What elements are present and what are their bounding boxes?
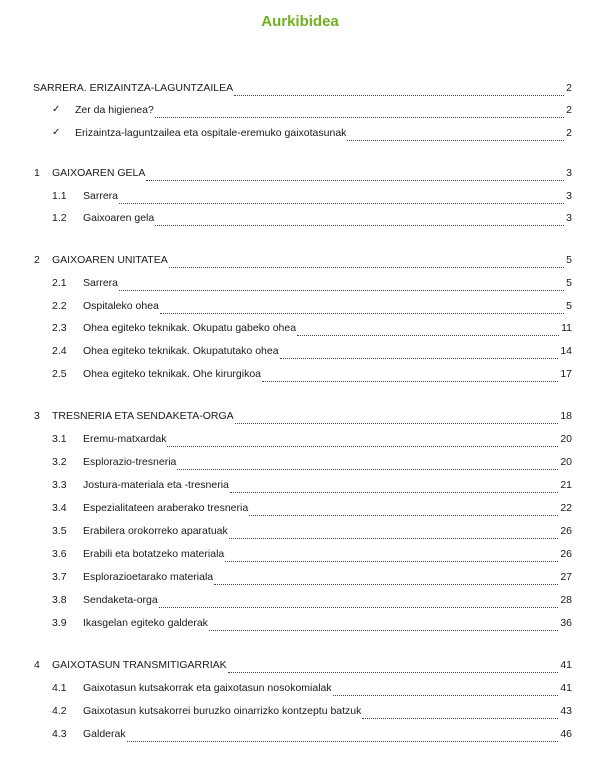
toc-entry-label[interactable]: TRESNERIA ETA SENDAKETA-ORGA (52, 410, 234, 422)
toc-page-number[interactable]: 11 (561, 322, 572, 334)
toc-entry-body (83, 210, 572, 226)
dot-leader (127, 730, 559, 742)
toc-entry-body (52, 408, 572, 424)
toc-entry-body (75, 102, 572, 118)
toc-page-number[interactable]: 26 (560, 525, 572, 537)
toc-entry-body (52, 252, 572, 268)
toc-entry-body (83, 615, 572, 631)
dot-leader (230, 481, 558, 493)
toc-section-entry[interactable] (0, 726, 600, 742)
toc-entry-body (83, 275, 572, 291)
toc-page-number[interactable]: 3 (566, 190, 572, 202)
toc-entry-number: 4.2 (52, 705, 67, 717)
dot-leader (155, 214, 564, 226)
toc-entry-body (83, 188, 572, 204)
toc-page-number[interactable]: 18 (560, 410, 572, 422)
dot-leader (160, 302, 564, 314)
toc-entry-label[interactable]: Erabili eta botatzeko materiala (83, 548, 225, 560)
toc-entry-number: 2.4 (52, 345, 67, 357)
toc-entry-number: 3 (34, 410, 40, 422)
toc-entry-number: 4.1 (52, 682, 67, 694)
dot-leader (297, 324, 559, 336)
toc-entry-number: 3.9 (52, 617, 67, 629)
toc-entry-number: 2.3 (52, 322, 67, 334)
toc-entry-body (83, 569, 572, 585)
toc-entry-number: 2.1 (52, 277, 67, 289)
dot-leader (146, 169, 564, 181)
toc-chapter-entry[interactable] (0, 252, 600, 268)
toc-entry-label[interactable]: Espezialitateen araberako tresneria (83, 502, 249, 514)
toc-entry-body (33, 80, 572, 96)
toc-section-entry[interactable] (0, 210, 600, 226)
dot-leader (234, 84, 564, 96)
toc-page-number[interactable]: 41 (560, 682, 572, 694)
toc-entry-body (83, 298, 572, 314)
toc-section-entry[interactable] (0, 188, 600, 204)
toc-entry-number: 3.8 (52, 594, 67, 606)
toc-section-entry[interactable] (0, 592, 600, 608)
toc-entry-body (83, 592, 572, 608)
toc-page-number[interactable]: 27 (560, 571, 572, 583)
dot-leader (214, 573, 558, 585)
toc-chapter-entry[interactable] (0, 657, 600, 673)
toc-entry-number: 4 (34, 659, 40, 671)
toc-section-entry[interactable] (0, 298, 600, 314)
toc-entry-label[interactable]: Sarrera (83, 190, 119, 202)
toc-entry-number: 2 (34, 254, 40, 266)
toc-entry-label[interactable]: GAIXOAREN UNITATEA (52, 254, 168, 266)
toc-section-entry[interactable] (0, 500, 600, 516)
toc-entry-label[interactable]: Sendaketa-orga (83, 594, 158, 606)
toc-section-entry[interactable] (0, 615, 600, 631)
toc-entry-label[interactable]: GAIXOTASUN TRANSMITIGARRIAK (52, 659, 227, 671)
toc-entry-number: 2.5 (52, 368, 67, 380)
toc-page-number[interactable]: 3 (566, 167, 572, 179)
toc-section-entry[interactable] (0, 343, 600, 359)
toc-entry-number: 3.3 (52, 479, 67, 491)
toc-entry-body (83, 477, 572, 493)
toc-entry-body (83, 454, 572, 470)
toc-entry-label[interactable]: Sarrera (83, 277, 119, 289)
toc-page-number[interactable]: 2 (566, 127, 572, 139)
toc-section-entry[interactable] (0, 275, 600, 291)
dot-leader (249, 504, 558, 516)
toc-entry-body (83, 366, 572, 382)
toc-entry-label[interactable]: Ohea egiteko teknikak. Okupatutako ohea (83, 345, 279, 357)
toc-entry-body (83, 343, 572, 359)
dot-leader (155, 106, 564, 118)
toc-entry-label[interactable]: SARRERA. ERIZAINTZA-LAGUNTZAILEA (33, 82, 234, 94)
toc-entry-number: 3.1 (52, 433, 67, 445)
toc-entry-label[interactable]: Ikasgelan egiteko galderak (83, 617, 208, 629)
toc-entry-label[interactable]: Ohea egiteko teknikak. Ohe kirurgikoa (83, 368, 262, 380)
toc-entry-label[interactable]: Esplorazioetarako materiala (83, 571, 214, 583)
dot-leader (225, 550, 558, 562)
toc-section-entry[interactable] (0, 546, 600, 562)
toc-entry-body (83, 680, 572, 696)
dot-leader (228, 661, 559, 673)
toc-entry-number: 3.5 (52, 525, 67, 537)
toc-entry-label[interactable]: Gaixoaren gela (83, 212, 155, 224)
toc-section-entry[interactable] (0, 523, 600, 539)
toc-page-number[interactable]: 46 (560, 728, 572, 740)
toc-page-number[interactable]: 22 (560, 502, 572, 514)
toc-section-entry[interactable] (0, 454, 600, 470)
toc-entry-body (83, 546, 572, 562)
toc-entry-body (75, 125, 572, 141)
toc-section-entry[interactable] (0, 431, 600, 447)
checkmark-icon: ✓ (52, 127, 61, 138)
toc-page-number[interactable]: 28 (560, 594, 572, 606)
toc-entry-number: 3.6 (52, 548, 67, 560)
toc-entry-number: 2.2 (52, 300, 67, 312)
toc-entry-number: 4.3 (52, 728, 67, 740)
toc-section-entry[interactable] (0, 569, 600, 585)
toc-entry-body (83, 726, 572, 742)
toc-entry-body (83, 703, 572, 719)
toc-entry-label[interactable]: Erizaintza-laguntzailea eta ospitale-eremuko gaixotasunak (75, 127, 347, 139)
toc-entry-body (83, 523, 572, 539)
toc-section-entry[interactable] (0, 320, 600, 336)
toc-page-number[interactable]: 41 (560, 659, 572, 671)
toc-page-number[interactable]: 20 (560, 433, 572, 445)
toc-entry-label[interactable]: Jostura-materiala eta -tresneria (83, 479, 229, 491)
toc-page-number[interactable]: 3 (566, 212, 572, 224)
toc-section-entry[interactable] (0, 703, 600, 719)
toc-chapter-entry[interactable] (0, 408, 600, 424)
toc-section-entry[interactable] (0, 477, 600, 493)
toc-entry-body (83, 500, 572, 516)
dot-leader (169, 256, 564, 268)
toc-entry-body (52, 165, 572, 181)
toc-page-number[interactable]: 21 (560, 479, 572, 491)
dot-leader (347, 129, 564, 141)
toc-entry-body (83, 320, 572, 336)
toc-page-number[interactable]: 20 (560, 456, 572, 468)
toc-page-number[interactable]: 14 (560, 345, 572, 357)
toc-page-number[interactable]: 17 (560, 368, 572, 380)
toc-entry-number: 3.7 (52, 571, 67, 583)
toc-entry[interactable] (0, 125, 600, 141)
dot-leader (333, 684, 559, 696)
toc-entry-label[interactable]: Zer da higienea? (75, 104, 154, 116)
toc-section-entry[interactable] (0, 366, 600, 382)
toc-page-number[interactable]: 5 (566, 300, 572, 312)
dot-leader (167, 435, 558, 447)
toc-entry-number: 1 (34, 167, 40, 179)
toc-entry-label[interactable]: Erabilera orokorreko aparatuak (83, 525, 228, 537)
toc-entry-label[interactable]: Esplorazio-tresneria (83, 456, 177, 468)
toc-entry-body (83, 431, 572, 447)
toc-entry-label[interactable]: Gaixotasun kutsakorrei buruzko oinarrizko kontzeptu batzuk (83, 705, 362, 717)
toc-entry-number: 3.2 (52, 456, 67, 468)
checkmark-icon: ✓ (52, 104, 61, 115)
dot-leader (119, 192, 564, 204)
dot-leader (280, 347, 559, 359)
toc-entry[interactable] (0, 80, 600, 96)
toc-section-entry[interactable] (0, 680, 600, 696)
dot-leader (229, 527, 559, 539)
toc-page-number[interactable]: 2 (566, 104, 572, 116)
toc-entry[interactable] (0, 102, 600, 118)
toc-page-number[interactable]: 26 (560, 548, 572, 560)
page-title: Aurkibidea (261, 13, 339, 30)
dot-leader (119, 279, 564, 291)
toc-chapter-entry[interactable] (0, 165, 600, 181)
dot-leader (235, 412, 559, 424)
toc-page-number[interactable]: 43 (560, 705, 572, 717)
dot-leader (209, 619, 558, 631)
toc-entry-label[interactable]: GAIXOAREN GELA (52, 167, 146, 179)
toc-page-number[interactable]: 2 (566, 82, 572, 94)
toc-entry-label[interactable]: Eremu-matxardak (83, 433, 167, 445)
toc-page-number[interactable]: 5 (566, 254, 572, 266)
toc-entry-label[interactable]: Gaixotasun kutsakorrak eta gaixotasun nosokomialak (83, 682, 332, 694)
toc-entry-label[interactable]: Ohea egiteko teknikak. Okupatu gabeko ohea (83, 322, 297, 334)
toc-page-number[interactable]: 5 (566, 277, 572, 289)
dot-leader (159, 596, 559, 608)
toc-page-number[interactable]: 36 (560, 617, 572, 629)
dot-leader (177, 458, 558, 470)
dot-leader (262, 370, 558, 382)
toc-entry-number: 1.1 (52, 190, 67, 202)
toc-entry-number: 3.4 (52, 502, 67, 514)
toc-entry-body (52, 657, 572, 673)
toc-entry-label[interactable]: Galderak (83, 728, 126, 740)
toc-entry-label[interactable]: Ospitaleko ohea (83, 300, 159, 312)
dot-leader (362, 707, 558, 719)
toc-entry-number: 1.2 (52, 212, 67, 224)
